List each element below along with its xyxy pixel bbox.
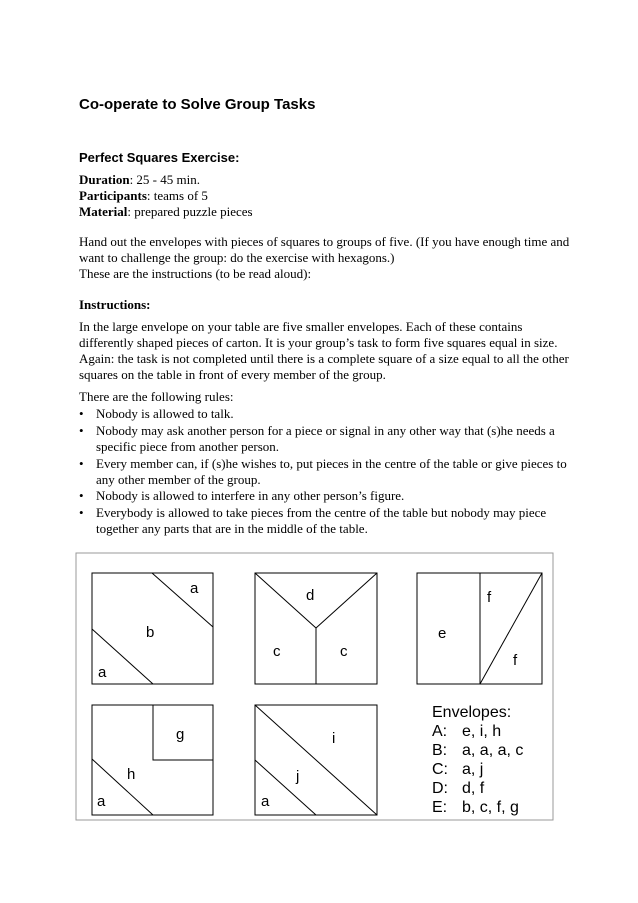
envelope-row [432,760,523,779]
cut-line [152,573,213,627]
piece-label: a [261,793,270,810]
piece-label: a [190,580,199,597]
instructions-heading: Instructions: [79,297,151,312]
piece-label: j [296,768,300,785]
bullet-icon: • [79,423,84,438]
puzzle-square-3 [417,573,542,684]
piece-label: h [127,766,136,783]
cut-line [255,705,377,815]
piece-label: d [306,587,315,604]
piece-label: i [332,730,336,747]
bullet-icon: • [79,456,84,471]
page-title: Co-operate to Solve Group Tasks [79,96,316,113]
piece-label: f [513,652,518,669]
rule-line: Nobody is allowed to talk. [96,406,234,421]
instructions-line: differently shaped pieces of carton. It is your group’s task to form five squares equal in size. [79,335,558,350]
bullet-icon: • [79,488,84,503]
rule-line: specific piece from another person. [96,439,280,454]
piece-label: g [176,726,185,743]
rule-line: any other member of the group. [96,472,261,487]
piece-label: c [273,643,281,660]
envelope-key: B: [432,742,448,759]
instructions-line: Again: the task is not completed until there is a complete square of a size equal to all the other [79,351,569,366]
puzzle-square-2 [255,573,377,684]
piece-label: b [146,624,155,641]
piece-label: e [438,625,447,642]
intro-line: These are the instructions (to be read aloud): [79,266,312,281]
rules-intro-text: There are the following rules: [79,389,234,404]
envelope-row [432,798,523,817]
puzzle-square-5 [255,705,377,815]
bullet-icon: • [79,505,84,520]
meta-value: : 25 - 45 min. [129,172,200,187]
envelope-key: D: [432,780,448,797]
envelope-row [432,741,523,760]
envelope-value: a, a, a, c [462,742,524,759]
envelope-value: a, j [462,761,484,778]
envelope-row [432,722,523,741]
cut-line [316,573,377,628]
envelope-value: d, f [462,780,485,797]
meta-value: : prepared puzzle pieces [127,204,253,219]
rule-line: Nobody is allowed to interfere in any other person’s figure. [96,488,405,503]
piece-label: a [98,664,107,681]
intro-line: want to challenge the group: do the exercise with hexagons.) [79,250,395,265]
piece-label: c [340,643,348,660]
meta-label: Material [79,204,128,219]
meta-value: : teams of 5 [146,188,208,203]
piece-label: a [97,793,106,810]
rule-line: together any parts that are in the middle of the table. [96,521,368,536]
piece-label: f [487,589,492,606]
rule-line: Everybody is allowed to take pieces from the centre of the table but nobody may piece [96,505,547,520]
envelopes-heading: Envelopes: [432,704,512,721]
envelope-row [432,779,523,798]
rule-line: Nobody may ask another person for a piece or signal in any other way that (s)he needs a [96,423,555,438]
meta-label: Participants [79,188,147,203]
envelopes-legend [432,703,523,817]
intro-line: Hand out the envelopes with pieces of squares to groups of five. (If you have enough time and [79,234,570,249]
puzzle-square-1 [92,573,213,684]
meta-label: Duration [79,172,130,187]
rule-line: Every member can, if (s)he wishes to, put pieces in the centre of the table or give pieces to [96,456,567,471]
exercise-subtitle: Perfect Squares Exercise: [79,150,240,165]
envelope-value: e, i, h [462,723,502,740]
envelope-key: A: [432,723,448,740]
instructions-line: In the large envelope on your table are five smaller envelopes. Each of these contains [79,319,523,334]
puzzle-square-4 [92,705,213,815]
envelope-key: E: [432,799,448,816]
envelope-key: C: [432,761,448,778]
envelope-value: b, c, f, g [462,799,519,816]
bullet-icon: • [79,406,84,421]
instructions-line: squares on the table in front of every member of the group. [79,367,386,382]
